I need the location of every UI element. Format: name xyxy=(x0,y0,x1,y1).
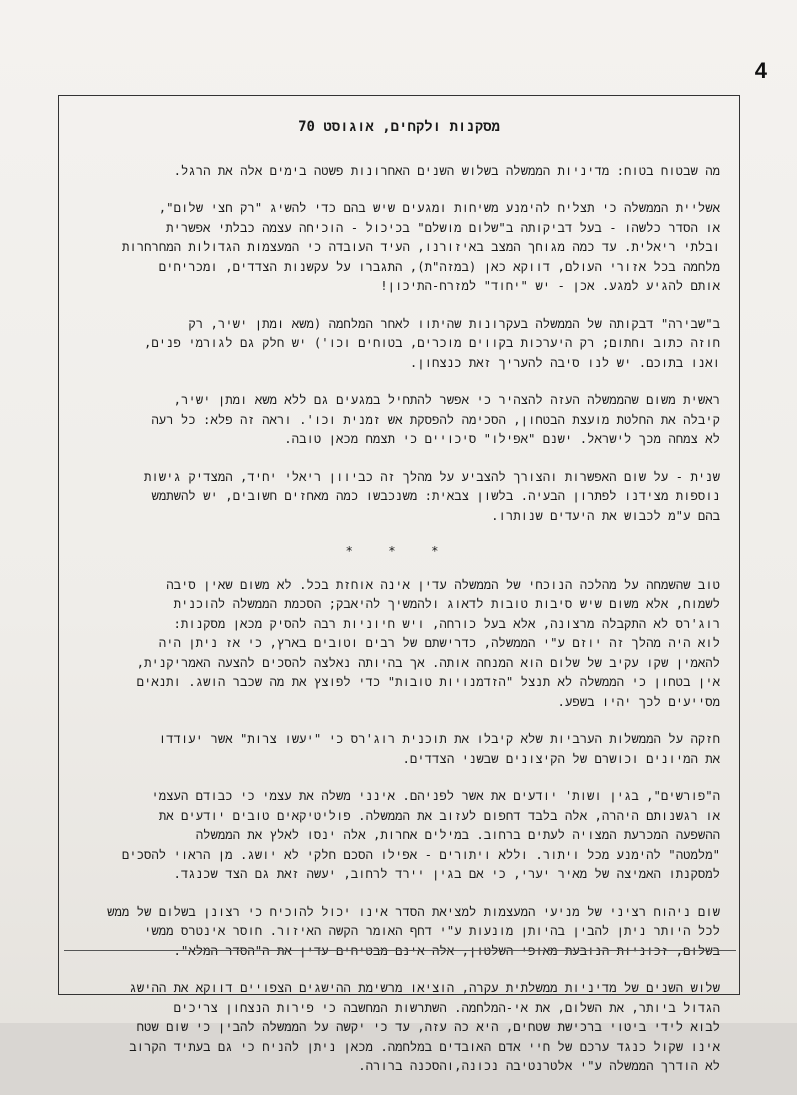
line: ובלתי ריאלית. עד כמה מגוחך המצב באיזורנו, העיד העובדה כי המעצמות הגדולות המחרחרות xyxy=(121,240,720,254)
line: מסייעים לכך יהיו בשפע. xyxy=(557,694,720,709)
line: ואנו בתוכם. יש לנו סיבה להעריך זאת כנצחון. xyxy=(409,355,720,370)
paragraph-5 xyxy=(78,468,720,527)
line: שנית - על שום האפשרות והצורך להצביע על מהלך זה כביוון ריאלי יחיד, המצדיק גישות xyxy=(144,469,720,484)
line: חוזה כתוב וחתום; רק היערכות בקווים מוכרים, בטוחים וכו') יש חלק גם לגורמי פנים, xyxy=(143,336,720,350)
line: ב"שבירה" דבקותה של הממשלה בעקרונות שהיתוו לאחר המלחמה (משא ומתן ישיר, רק xyxy=(188,316,720,331)
line: מלחמה בכל אזורי העולם, דווקא כאן (במזה"ת), התגברו על עקשנות הצדדים, ומכריחים xyxy=(158,259,720,274)
line: או רגשנותם היהרה, אלה בלבד דחפום לעזוב את הממשלה. פוליטיקאים טובים יודעים את xyxy=(158,808,720,823)
paragraph-3 xyxy=(78,315,720,374)
line: "מלמטה" להימנע מכל ויתור. וללא ויתורים - אפילו הסכם חלקי לא יושג. מן הראוי להסכים xyxy=(121,847,720,862)
line: ה"פורשים", בגין ושות' יודעים את אשר לפניהם. אינני משלה את עצמי כי כבודם העצמי xyxy=(151,789,720,803)
line: בשלום, זכוניות הנובעת מאופי השלטון, אלה אינם מבטיחים עדין את ה"הסדר המלא". xyxy=(173,943,720,958)
line: ראשית משום שהממשלה העזה להצהיר כי אפשר להתחיל במגעים גם ללא משא ומתן ישיר, xyxy=(173,393,720,407)
line: נוספות מצידנו לפתרון הבעיה. בלשון צבאית: משנכבשו כמה מאחזים חשובים, יש להשתמש xyxy=(151,489,720,503)
document-title: מסקנות ולקחים, אוגוסט 70 xyxy=(298,119,500,135)
line: את המיונים וכושרם של הקיצונים שבשני הצדדים. xyxy=(402,751,720,766)
line: ההשפעה המכרעת המצויה לעתים ברחוב. במילים אחרות, אלה ינסו לאלץ את הממשלה xyxy=(195,828,720,842)
paragraph-1 xyxy=(78,162,720,182)
line: לוא היה מהלך זה יוזם ע"י הממשלה, כדרישתם של רבים וטובים בארץ, כי אז ניתן היה xyxy=(158,636,720,650)
line: חזקה על הממשלות הערביות שלא קיבלו את תוכנית רוג'רס כי "יעשו צרות" אשר יעודדו xyxy=(158,732,720,746)
page-number: 4 xyxy=(754,58,767,83)
line: שום ניהוח רציני של מניעי המעצמות למציאת הסדר אינו יכול להוכיח כי רצונן בשלום של ממש xyxy=(107,904,720,919)
line: טוב שהשמחה על מהלכה הנוכחי של הממשלה עדין אינה אוחזת בכל. לא משום שאין סיבה xyxy=(166,577,720,592)
line: רוג'רס לא התקבלה מרצונה, אלא בעל כורחה, ויש חיוניות רבה להסיק מכאן מסקנות: xyxy=(173,616,720,631)
line: שלוש השנים של מדיניות ממשלתית עקרה, הוציאו מרשימת ההישגים הצפויים דווקא את ההישג xyxy=(129,981,720,995)
line: לכל היותר ניתן להבין בהיותן מונעות ע"י דחף האומר הקשה האיזור. חוסר אינטרס ממשי xyxy=(144,924,720,938)
line: למסקנתו האמיצה של מאיר יערי, כי אם בגין יירד לרחוב, יעשה זאת גם הצד שכנגד. xyxy=(173,867,720,881)
line: הגדול ביותר, את השלום, את אי-המלחמה. השתרשות המחשבה כי פירות הנצחון צריכים xyxy=(173,1000,720,1015)
paragraph-4 xyxy=(78,391,720,450)
line: אינו שקול כנגד ערכם של חיי אדם האובדים במלחמה. מכאן ניתן להניח כי גם בעתיד הקרוב xyxy=(129,1039,720,1054)
document-body xyxy=(78,118,720,1095)
paragraph-2 xyxy=(78,199,720,297)
line: אותם להגיע למגע. אכן - יש "יחוד" למזרח-התיכון! xyxy=(380,279,720,293)
line: לא צמחה מכך לישראל. ישנם "אפילו" סיכויים כי תצמח מכאן טובה. xyxy=(284,432,720,446)
line: או הסדר כלשהו - בעל דביקותה ב"שלום מושלם" בכיכול - הוכיחה עצמה כבלתי אפשרית xyxy=(166,220,720,235)
line: מה שבטוח בטוח: מדיניות הממשלה בשלוש השנים האחרונות פשטה בימים אלה את הרגל. xyxy=(173,163,720,178)
paragraph-6 xyxy=(78,576,720,713)
line: להאמין שקו עקיב של שלום הוא המנחה אותה. אך בהיותה נאלצה להסכים להצעה האמריקנית, xyxy=(136,655,720,670)
bottom-rule xyxy=(64,950,736,951)
line: לבוא לידי ביטוי ברכישת שטחים, היא כה עזה, עד כי יקשה על הממשלה להבין כי שום שטח xyxy=(136,1020,720,1034)
line: בהם ע"מ לכבוש את היעדים שנותרו. xyxy=(491,508,720,523)
line: לשמוח, אלא משום שיש סיבות טובות לדאוג ולהמשיך להיאבק; הסכמת הממשלה להוכנית xyxy=(173,597,720,611)
paragraph-10 xyxy=(78,979,720,1077)
paragraph-9 xyxy=(78,903,720,962)
line: אשליית הממשלה כי תצליח להימנע משיחות ומגעים שיש בהם כדי להשיג "רק חצי שלום", xyxy=(158,201,720,215)
paragraph-7 xyxy=(78,730,720,769)
line: אין בטחון כי הממשלה לא תנצל "הזדמנויות טובות" כדי לפוצץ את מה שכבר הושג. ותנאים xyxy=(136,675,720,689)
paragraph-8 xyxy=(78,787,720,885)
line: לא הודרך הממשלה ע"י אלטרנטיבה נכונה,והסכנה ברורה. xyxy=(358,1059,720,1073)
line: קיבלה את החלטת מועצת הבטחון, הסכימה להפסקת אש זמנית וכו'. וראה זה פלא: כל רעה xyxy=(151,412,720,427)
section-separator: * * * xyxy=(345,544,453,558)
